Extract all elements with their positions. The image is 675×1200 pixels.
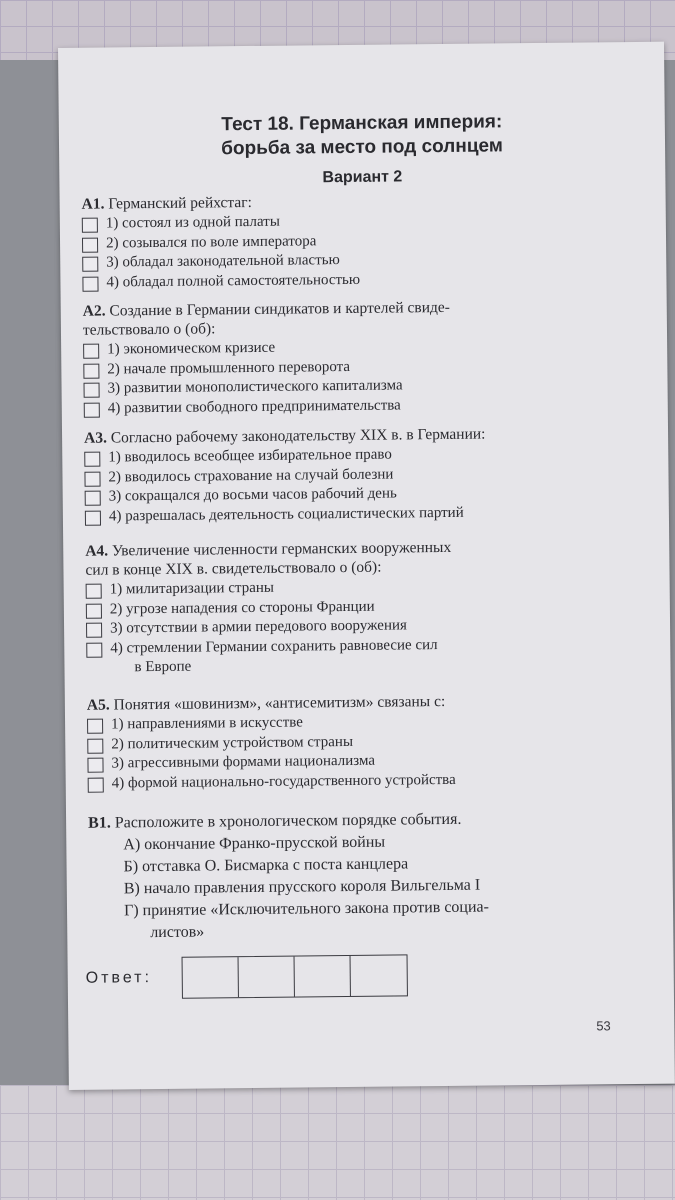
checkbox-square[interactable]: [83, 344, 99, 359]
question-4: [85, 536, 625, 580]
question-number: А5.: [86, 696, 110, 714]
option-text: 1) направлениями в искусстве: [111, 714, 303, 733]
checkbox-square[interactable]: [85, 491, 101, 506]
options-list: [87, 710, 628, 794]
option-text: 3) обладал законодательной властью: [106, 252, 340, 271]
question-text: Согласно рабочему законодательству XIX в. в Германии:: [110, 425, 486, 447]
checkbox-square[interactable]: [82, 276, 98, 291]
option-text: 3) развитии монополистического капитализма: [107, 377, 403, 397]
question-text: Германский рейхстаг:: [108, 193, 252, 213]
option-text: 1) состоял из одной палаты: [105, 213, 280, 232]
answer-cell[interactable]: [239, 957, 295, 998]
checkbox-square[interactable]: [86, 642, 102, 657]
question-number: А2.: [82, 302, 106, 320]
question-text: Увеличение численности германских вооруженных: [111, 538, 452, 560]
event-item: Б) отставка О. Бисмарка с поста канцлера: [123, 855, 409, 876]
checkbox-square[interactable]: [86, 584, 102, 599]
checkbox-square[interactable]: [82, 218, 98, 233]
checkbox-square[interactable]: [87, 738, 103, 753]
checkbox-square[interactable]: [84, 402, 100, 417]
checkbox-square[interactable]: [87, 758, 103, 773]
option-text: 4) формой национально-государственного устройства: [111, 771, 456, 791]
checkbox-square[interactable]: [86, 623, 102, 638]
checkbox-square[interactable]: [86, 603, 102, 618]
page-number: 53: [596, 1018, 611, 1034]
events-list: [123, 829, 644, 944]
option-text: 3) сокращался до восьми часов рабочий день: [108, 485, 397, 505]
option-text: в Европе: [134, 658, 192, 676]
question-text-line: тельствовало о (об):: [82, 320, 216, 339]
checkbox-square[interactable]: [84, 471, 100, 486]
test-page: [58, 42, 675, 1090]
checkbox-square[interactable]: [82, 237, 98, 252]
question-number: А4.: [85, 542, 109, 560]
checkbox-square[interactable]: [84, 383, 100, 398]
option-text: 1) экономическом кризисе: [107, 339, 276, 358]
option-text: 1) милитаризации страны: [109, 579, 275, 598]
checkbox-square[interactable]: [88, 777, 104, 792]
option-text: 1) вводилось всеобщее избирательное право: [108, 446, 392, 466]
option-text: 3) отсутствии в армии передового вооружения: [109, 617, 407, 637]
answer-cell[interactable]: [183, 957, 239, 998]
event-item: Г) принятие «Исключительного закона против социа-: [123, 898, 490, 920]
checkbox-square[interactable]: [82, 257, 98, 272]
options-list: [84, 443, 625, 527]
options-list: [83, 335, 624, 419]
event-item: листов»: [150, 923, 205, 942]
option-text: 4) развитии свободного предпринимательства: [107, 396, 401, 416]
checkbox-square[interactable]: [85, 510, 101, 525]
event-item: В) начало правления прусского короля Вильгельма I: [123, 876, 481, 898]
option-text: 4) обладал полной самостоятельностью: [106, 271, 361, 291]
option-text: 4) стремлении Германии сохранить равновесие сил: [110, 636, 438, 656]
options-list: [86, 575, 627, 678]
option-text: 2) созывался по воле императора: [105, 232, 317, 252]
answer-cell[interactable]: [295, 956, 351, 997]
question-text: Создание в Германии синдикатов и картелей свиде-: [109, 298, 450, 320]
checkbox-square[interactable]: [84, 452, 100, 467]
answer-label: Ответ:: [85, 969, 153, 987]
question-text: Понятия «шовинизм», «антисемитизм» связаны с:: [113, 692, 446, 714]
option-text: 4) разрешалась деятельность социалистических партий: [108, 504, 464, 524]
option-text: 2) угрозе нападения со стороны Франции: [109, 598, 375, 617]
grid-paper-background-bottom: [0, 1085, 675, 1200]
option-text: 2) политическим устройством страны: [111, 733, 354, 752]
question-text: Расположите в хронологическом порядке события.: [114, 810, 462, 832]
answer-cell[interactable]: [351, 955, 407, 996]
question-number: А3.: [83, 429, 108, 447]
test-title-line-2: борьба за место под солнцем: [221, 135, 503, 160]
question-2: [83, 296, 623, 340]
checkbox-square[interactable]: [87, 719, 103, 734]
event-item: А) окончание Франко-прусской войны: [123, 833, 386, 854]
options-list: [82, 209, 623, 293]
option-text: 2) начале промышленного переворота: [107, 358, 351, 378]
option-text: 2) вводилось страхование на случай болезни: [108, 466, 394, 485]
test-title-line-1: Тест 18. Германская империя:: [221, 111, 503, 136]
question-number: В1.: [88, 814, 111, 832]
question-text-line: сил в конце XIX в. свидетельствовало о (об):: [85, 558, 382, 579]
option-text: 3) агрессивными формами национализма: [111, 752, 376, 772]
variant-heading: Вариант 2: [322, 168, 403, 187]
answer-grid: [182, 954, 408, 998]
checkbox-square[interactable]: [83, 363, 99, 378]
question-number: А1.: [81, 195, 105, 213]
